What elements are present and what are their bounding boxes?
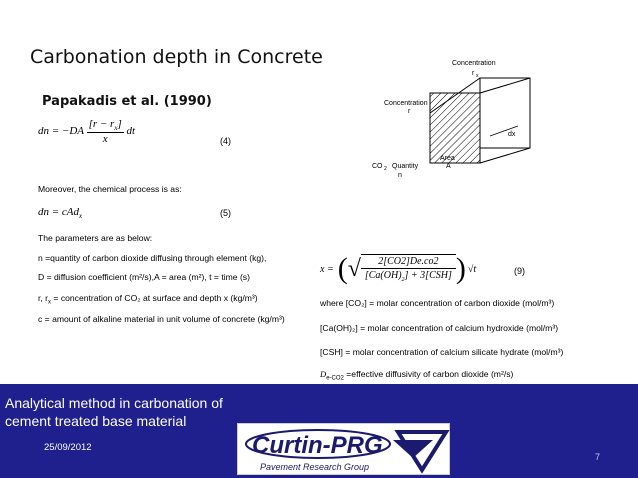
equation-9: x = ( √ $\frac{2[CO2]De.co2}{[Ca(OH)_2] + 3[CSH]}$ ) √t [320,252,477,285]
def-caoh: [Ca(OH)₂] = molar concentration of calcium hydroxide (mol/m³) [320,323,559,333]
param-r-label: r, r [38,293,49,303]
slide-title: Carbonation depth in Concrete [30,46,323,68]
def-co2: where [CO₂] = molar concentration of carbon dioxide (mol/m³) [320,298,555,308]
curtin-prg-logo [237,423,450,475]
eq4-num-sub: x [114,124,118,133]
label-area: Area [440,155,455,162]
eq4-rest: dt [126,125,136,138]
eq4-fraction [87,118,124,145]
label-rx: r [472,70,475,77]
def-de-prefix: D [320,369,327,379]
eq4-num-end: ] [117,118,122,130]
footer-line-1: Analytical method in carbonation of [5,395,223,411]
eq4-num: [r − r [88,118,115,130]
label-quantity: Quantity [392,163,419,170]
eq9-den-b: ] + 3[CSH] [404,270,452,281]
label-concentration-top: Concentration [452,60,496,67]
moreover-text: Moreover, the chemical process is as: [38,184,182,194]
eq9-num: 2[CO2]De.co2 [361,255,456,269]
eq9-den-sub: 2 [401,277,405,283]
def-de-sub: e-CO2 [326,375,344,382]
page-number: 7 [595,452,601,462]
param-r [38,293,258,306]
param-n: n =quantity of carbon dioxide diffusing through element (kg), [38,253,267,263]
reference-subtitle: Papakadis et al. (1990) [42,94,212,109]
logo-text: Curtin-PRG [252,432,383,459]
label-r: r [408,108,411,115]
eq9-rest: √t [467,263,477,275]
logo-triangle [398,432,446,470]
def-de-rest: =effective diffusivity of carbon dioxide (m²/s) [343,369,514,379]
logo-graphic [238,424,451,476]
eq4-number: (4) [220,136,231,146]
label-area-a: A [446,163,451,170]
eq9-den-a: [Ca(OH) [364,270,402,281]
footer-title [5,394,275,430]
params-heading: The parameters are as below: [38,233,153,243]
eq4-lhs: dn = −DA [38,125,84,138]
edge-bottom-right [480,148,530,163]
logo-subtext: Pavement Research Group [260,462,370,472]
eq9-number: (9) [514,266,525,276]
param-c: c = amount of alkaline material in unit volume of concrete (kg/m³) [38,314,285,324]
equation-5 [38,206,82,220]
eq9-fraction [361,254,456,284]
label-dx: dx [508,131,516,138]
param-d: D = diffusion coefficient (m²/s),A = area (m²), t = time (s) [38,272,250,282]
param-r-sub: x [48,299,52,306]
hatched-front-face [430,93,480,163]
carbonation-diagram [340,58,580,183]
edge-top-right [480,78,530,93]
logo-triangle-inner [393,440,433,458]
def-csh: [CSH] = molar concentration of calcium silicate hydrate (mol/m³) [320,347,564,357]
label-rx-sub: x [476,73,479,79]
def-de [320,369,513,382]
label-co2-sub: 2 [384,166,387,172]
equation-4 [38,118,135,158]
eq5-number: (5) [220,208,231,218]
eq5-sub: x [79,212,83,221]
label-co2: CO [372,163,383,170]
label-concentration-left: Concentration [384,100,428,107]
eq4-den: x [102,133,108,146]
label-n: n [398,172,402,179]
box-back-face [480,78,530,148]
footer-date: 25/09/2012 [44,442,92,453]
footer-line-2: cement treated base material [5,413,187,429]
eq5-expr: dn = cAd [38,206,80,218]
param-r-rest: = concentration of CO₂ at surface and depth x (kg/m³) [51,293,258,303]
eq9-lhs: x = [320,263,334,275]
